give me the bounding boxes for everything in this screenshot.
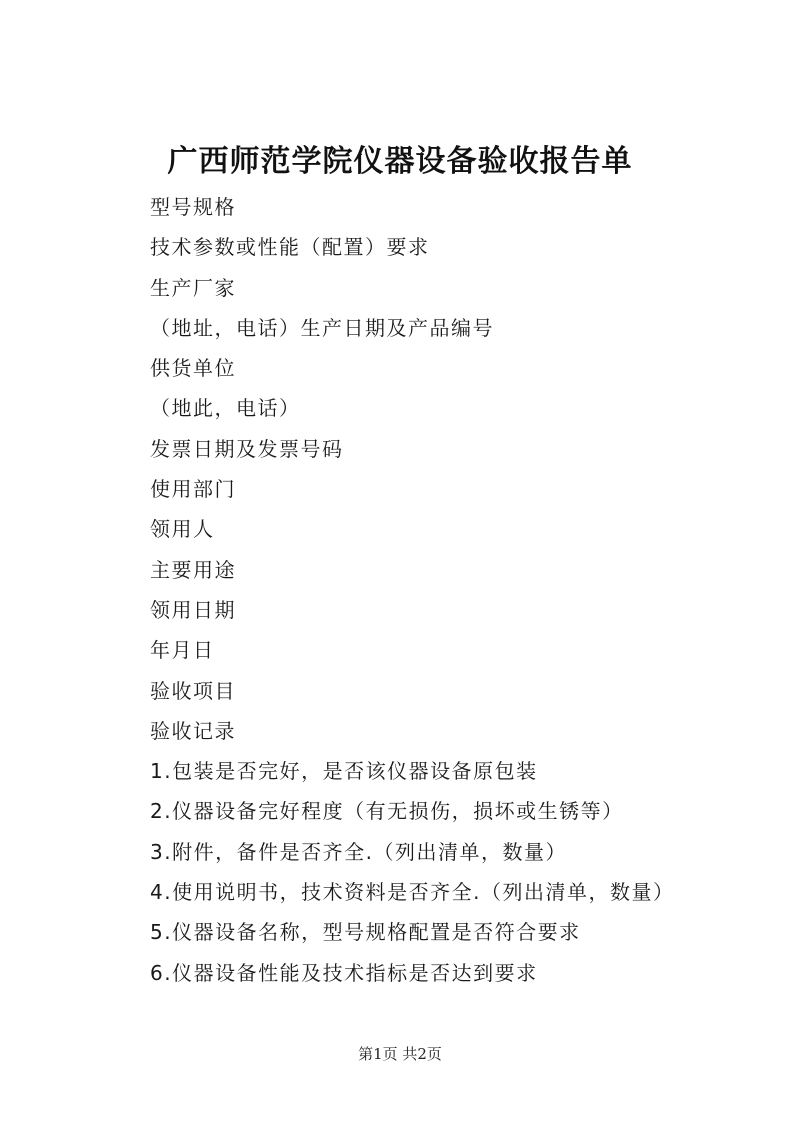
- text-line: 技术参数或性能（配置）要求: [150, 235, 430, 260]
- text-line: 型号规格: [150, 195, 236, 219]
- document-title: 广西师范学院仪器设备验收报告单: [167, 144, 633, 179]
- checklist-item: 1.包装是否完好，是否该仪器设备原包装: [150, 759, 538, 784]
- text-line: 领用人: [150, 517, 215, 542]
- text-line: 领用日期: [150, 597, 236, 622]
- text-line: 验收记录: [150, 718, 236, 743]
- text-line: 年月日: [150, 638, 215, 663]
- text-line: 验收项目: [150, 678, 236, 703]
- checklist-item: 2.仪器设备完好程度（有无损伤，损坏或生锈等）: [150, 799, 624, 824]
- checklist-item: 3.附件，备件是否齐全.（列出清单，数量）: [150, 839, 567, 864]
- text-line: 主要用途: [150, 557, 236, 582]
- text-line: 生产厂家: [150, 275, 236, 300]
- text-line: 发票日期及发票号码: [150, 436, 344, 461]
- text-line: 供货单位: [150, 356, 236, 381]
- text-line: （地址，电话）生产日期及产品编号: [150, 315, 494, 340]
- text-line: 使用部门: [150, 477, 236, 502]
- checklist-item: 4.使用说明书，技术资料是否齐全.（列出清单，数量）: [150, 880, 675, 905]
- checklist-item: 5.仪器设备名称，型号规格配置是否符合要求: [150, 920, 581, 945]
- page-number-footer: 第1页 共2页: [358, 1045, 442, 1063]
- text-line: （地此，电话）: [150, 396, 301, 421]
- checklist-item: 6.仪器设备性能及技术指标是否达到要求: [150, 960, 538, 985]
- document-body: [150, 187, 750, 993]
